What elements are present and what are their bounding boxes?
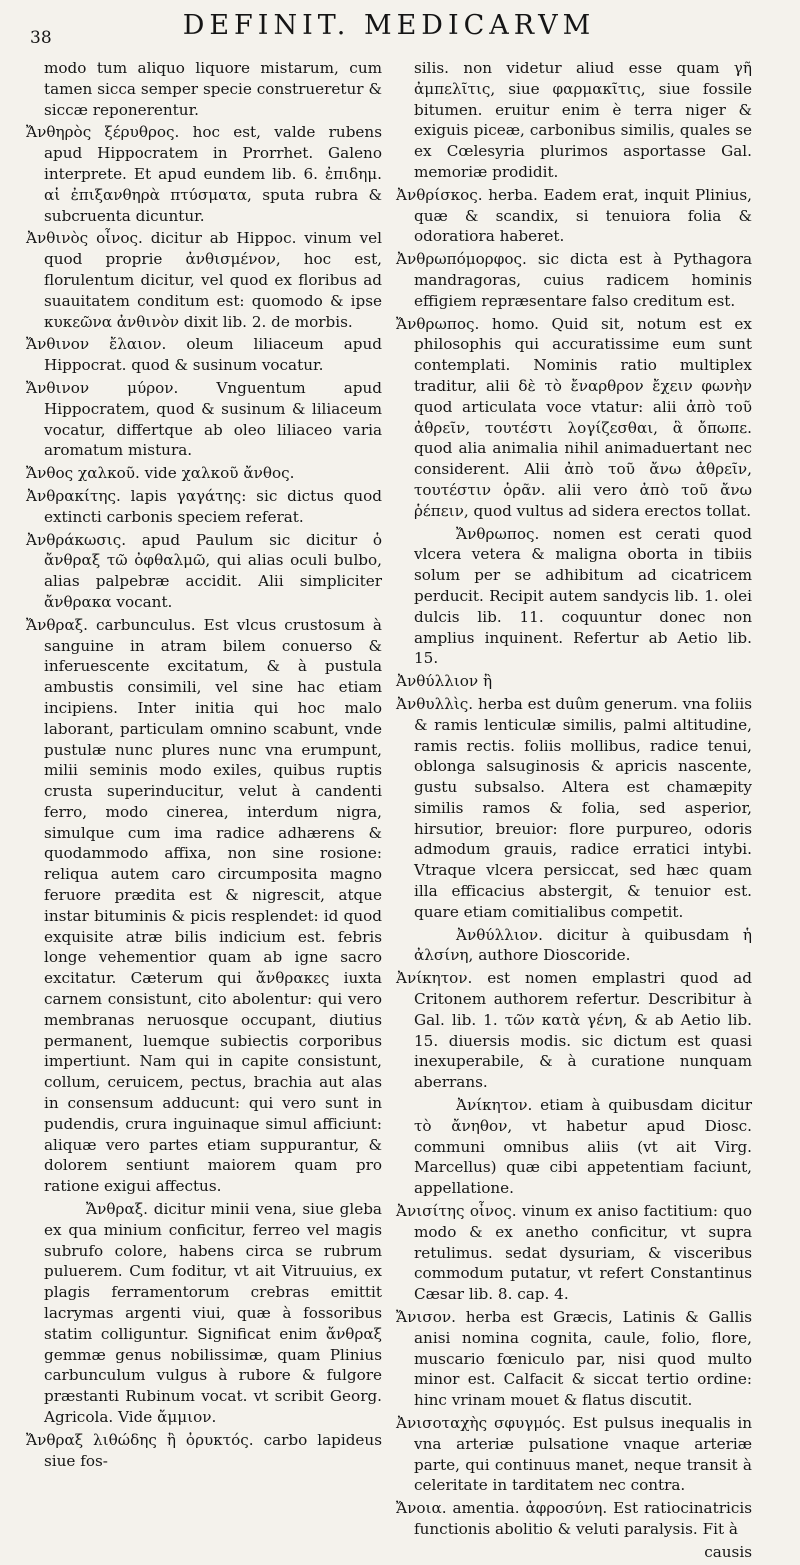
dictionary-entry: Ἀνισίτης οἶνος. vinum ex aniso factitium: quo modo & ex anetho conficitur, vt supra retulimus. sedat dysuriam, & visceribus commodum putatur, vt refert Constantinus Cæsar lib. 8. cap. 4. xyxy=(396,1202,752,1304)
page-header xyxy=(26,8,752,48)
dictionary-entry: Ἄνθινον ἔλαιον. oleum liliaceum apud Hippocrat. quod & susinum vocatur. xyxy=(26,335,382,375)
dictionary-entry: Ἄνθραξ λιθώδης ἢ ὀρυκτός. carbo lapideus siue fos- xyxy=(26,1430,382,1470)
dictionary-entry: Ἄνθος χαλκοῦ. vide χαλκοῦ ἄνθος. xyxy=(26,464,295,483)
dictionary-entry: Ἀνθρακίτης. lapis γαγάτης: sic dictus quod extincti carbonis speciem referat. xyxy=(26,486,382,526)
running-head: DEFINIT. MEDICARVM xyxy=(182,10,596,41)
left-column xyxy=(26,58,382,1565)
dictionary-entry: Ἄνθρωπος. homo. Quid sit, notum est ex philosophis qui accuratissime eum sunt contemplati. Nominis ratio multiplex traditur, alii δὲ τὸ ἔναρθρον ἔχειν φωνὴν quod articulata voce vtatur: alii ἀπὸ τοῦ ἀθρεῖν, τουτέστι λογίζεσθαι, ἃ ὄπωπε. quod alia animalia nihil animaduertant nec considerent. Alii ἀπὸ τοῦ ἄνω ἀθρεῖν, τουτέστιν ὁρᾶν. alii vero ἀπὸ τοῦ ἄνω ῥέπειν, quod vultus ad sidera erectos tollat. xyxy=(396,314,752,520)
dictionary-entry: Ἀνίκητον. etiam à quibusdam dicitur τὸ ἄνηθον, vt habetur apud Diosc. communi omnibus aliis (vt ait Virg. Marcellus) quæ cibi appetentiam faciunt, appellatione. xyxy=(414,1096,752,1198)
dictionary-entry: Ἄνθρωπος. nomen est cerati quod vlcera vetera & maligna oborta in tibiis solum per se adhibitum ad cicatricem perducit. Recipit autem sandycis lib. 1. olei dulcis lib. 11. coquuntur donec non amplius inquinent. Refertur ab Aetio lib. 15. xyxy=(414,524,752,668)
dictionary-entry: Ἀνθρίσκος. herba. Eadem erat, inquit Plinius, quæ & scandix, si tenuiora folia & odoratiora haberet. xyxy=(396,185,752,246)
dictionary-entry: modo tum aliquo liquore mistarum, cum tamen sicca semper specie construeretur & siccæ reponerentur. xyxy=(44,59,382,119)
catchword: causis xyxy=(704,1542,752,1561)
dictionary-entry: Ἄνοια. amentia. ἀφροσύνη. Est ratiocinatricis functionis abolitio & veluti paralysis. Fit à xyxy=(396,1499,752,1538)
dictionary-entry: Ἀνθρωπόμορφος. sic dicta est à Pythagora mandragoras, cuius radicem hominis effigiem repræsentare falso creditum est. xyxy=(396,250,752,310)
text-columns xyxy=(26,58,752,1565)
dictionary-entry: Ἀνισοταχὴς σφυγμός. Est pulsus inequalis in vna arteriæ pulsatione vnaque arteriæ parte, qui continuus manet, neque transit à celeritate in tarditatem nec contra. xyxy=(396,1414,752,1495)
page-number: 38 xyxy=(30,28,52,48)
dictionary-entry: Ἀνθινὸς οἶνος. dicitur ab Hippoc. vinum vel quod proprie ἀνθισμένον, hoc est, florulentum dicitur, vel quod ex floribus ad suauitatem conditum est: quomodo & ipse κυκεῶνα ἀνθινὸν dixit lib. 2. de morbis. xyxy=(26,229,382,331)
dictionary-entry: Ἄνθινον μύρον. Vnguentum apud Hippocratem, quod & susinum & liliaceum vocatur, differtque ab oleo liliaceo varia aromatum mistura. xyxy=(26,378,382,460)
dictionary-entry: Ἀνίκητον. est nomen emplastri quod ad Critonem authorem refertur. Describitur à Gal. lib. 1. τῶν κατὰ γένη, & ab Aetio lib. 15. diuersis modis. sic dictum est quasi inexuperabile, & à curatione nunquam aberrans. xyxy=(396,969,752,1092)
dictionary-entry: Ἄνθραξ. carbunculus. Est vlcus crustosum à sanguine in atram bilem conuerso & inferuescente excitatum, & à pustula ambustis consimili, vel sine hac etiam incipiens. Inter initia qui hoc malo laborant, particulam omnino scabunt, vnde pustulæ nunc plures nunc vna erumpunt, milii seminis modo exiles, quibus ruptis crusta superinducitur, velut à candenti ferro, modo cinerea, interdum nigra, simulque cum ima radice adhærens & quodammodo affixa, non sine rosione: reliqua autem caro circumposita magno feruore prædita est & nigrescit, atque instar bituminis & picis resplendet: id quod exquisite atræ bilis indicium est. febris longe vehementior quam ab igne sacro excitatur. Cæterum qui ἄνθρακες iuxta carnem consistunt, cito abolentur: qui vero membranas neruosque occupant, diutius permanent, luemque subiectis corporibus impertiunt. Nam qui in capite consistunt, collum, ceruicem, pectus, brachia aut alas in consensum adducunt: qui vero sunt in pudendis, crura inguinaque simul afficiunt: aliquæ vero partes etiam suppurantur, & dolorem sentiunt maiorem quam pro ratione exigui affectus. xyxy=(26,615,382,1196)
dictionary-entry: Ἀνθυλλὶς. herba est duûm generum. vna foliis & ramis lenticulæ similis, palmi altitudine, ramis rectis. foliis mollibus, radice tenui, oblonga salsuginosis & apricis nascente, gustu subsalso. Altera est chamæpity similis ramos & folia, sed asperior, hirsutior, breuior: flore purpureo, odoris admodum grauis, radice erratici intybi. Vtraque vlcera persiccat, sed hæc quam illa efficacius abstergit, & tenuior est. quare etiam comitialibus competit. xyxy=(396,694,752,921)
dictionary-entry: Ἀνθράκωσις. apud Paulum sic dicitur ὁ ἄνθραξ τῶ ὀφθαλμῶ, qui alias oculi bulbo, alias palpebræ accidit. Alii simpliciter ἄνθρακα vocant. xyxy=(26,530,382,611)
dictionary-entry: Ἀνθύλλιον ἢ xyxy=(396,672,493,691)
dictionary-entry: Ἄνισον. herba est Græcis, Latinis & Gallis anisi nomina cognita, caule, folio, flore, muscario fœniculo par, nisi quod multo minor est. Calfacit & siccat tertio ordine: hinc vrinam mouet & flatus discutit. xyxy=(396,1308,752,1410)
dictionary-entry: Ἄνθηρὸς ξέρυθρος. hoc est, valde rubens apud Hippocratem in Prorrhet. Galeno interprete. Et apud eundem lib. 6. ἐπιδημ. αἱ ἐπιξανθηρὰ πτύσματα, sputa rubra & subcruenta dicuntur. xyxy=(26,123,382,225)
right-column xyxy=(396,58,752,1565)
dictionary-entry: Ἀνθύλλιον. dicitur à quibusdam ἡ ἀλσίνη, authore Dioscoride. xyxy=(414,925,752,965)
dictionary-entry: Ἄνθραξ. dicitur minii vena, siue gleba ex qua minium conficitur, ferreo vel magis subrufo colore, habens circa se rubrum puluerem. Cum foditur, vt ait Vitruuius, ex plagis ferramentorum crebras emittit lacrymas argenti viui, quæ à fossoribus statim colliguntur. Significat enim ἄνθραξ gemmæ genus nobilissimæ, quam Plinius carbunculum vulgus à rubore & fulgore præstanti Rubinum vocat. vt scribit Georg. Agricola. Vide ἄμμιον. xyxy=(44,1200,382,1426)
dictionary-entry: silis. non videtur aliud esse quam γῆ ἀμπελῖτις, siue φαρμακῖτις, siue fossile bitumen. eruitur enim è terra niger & exiguis piceæ, carbonibus similis, quales se ex Cœlesyria plurimos asportasse Gal. memoriæ prodidit. xyxy=(414,59,752,181)
